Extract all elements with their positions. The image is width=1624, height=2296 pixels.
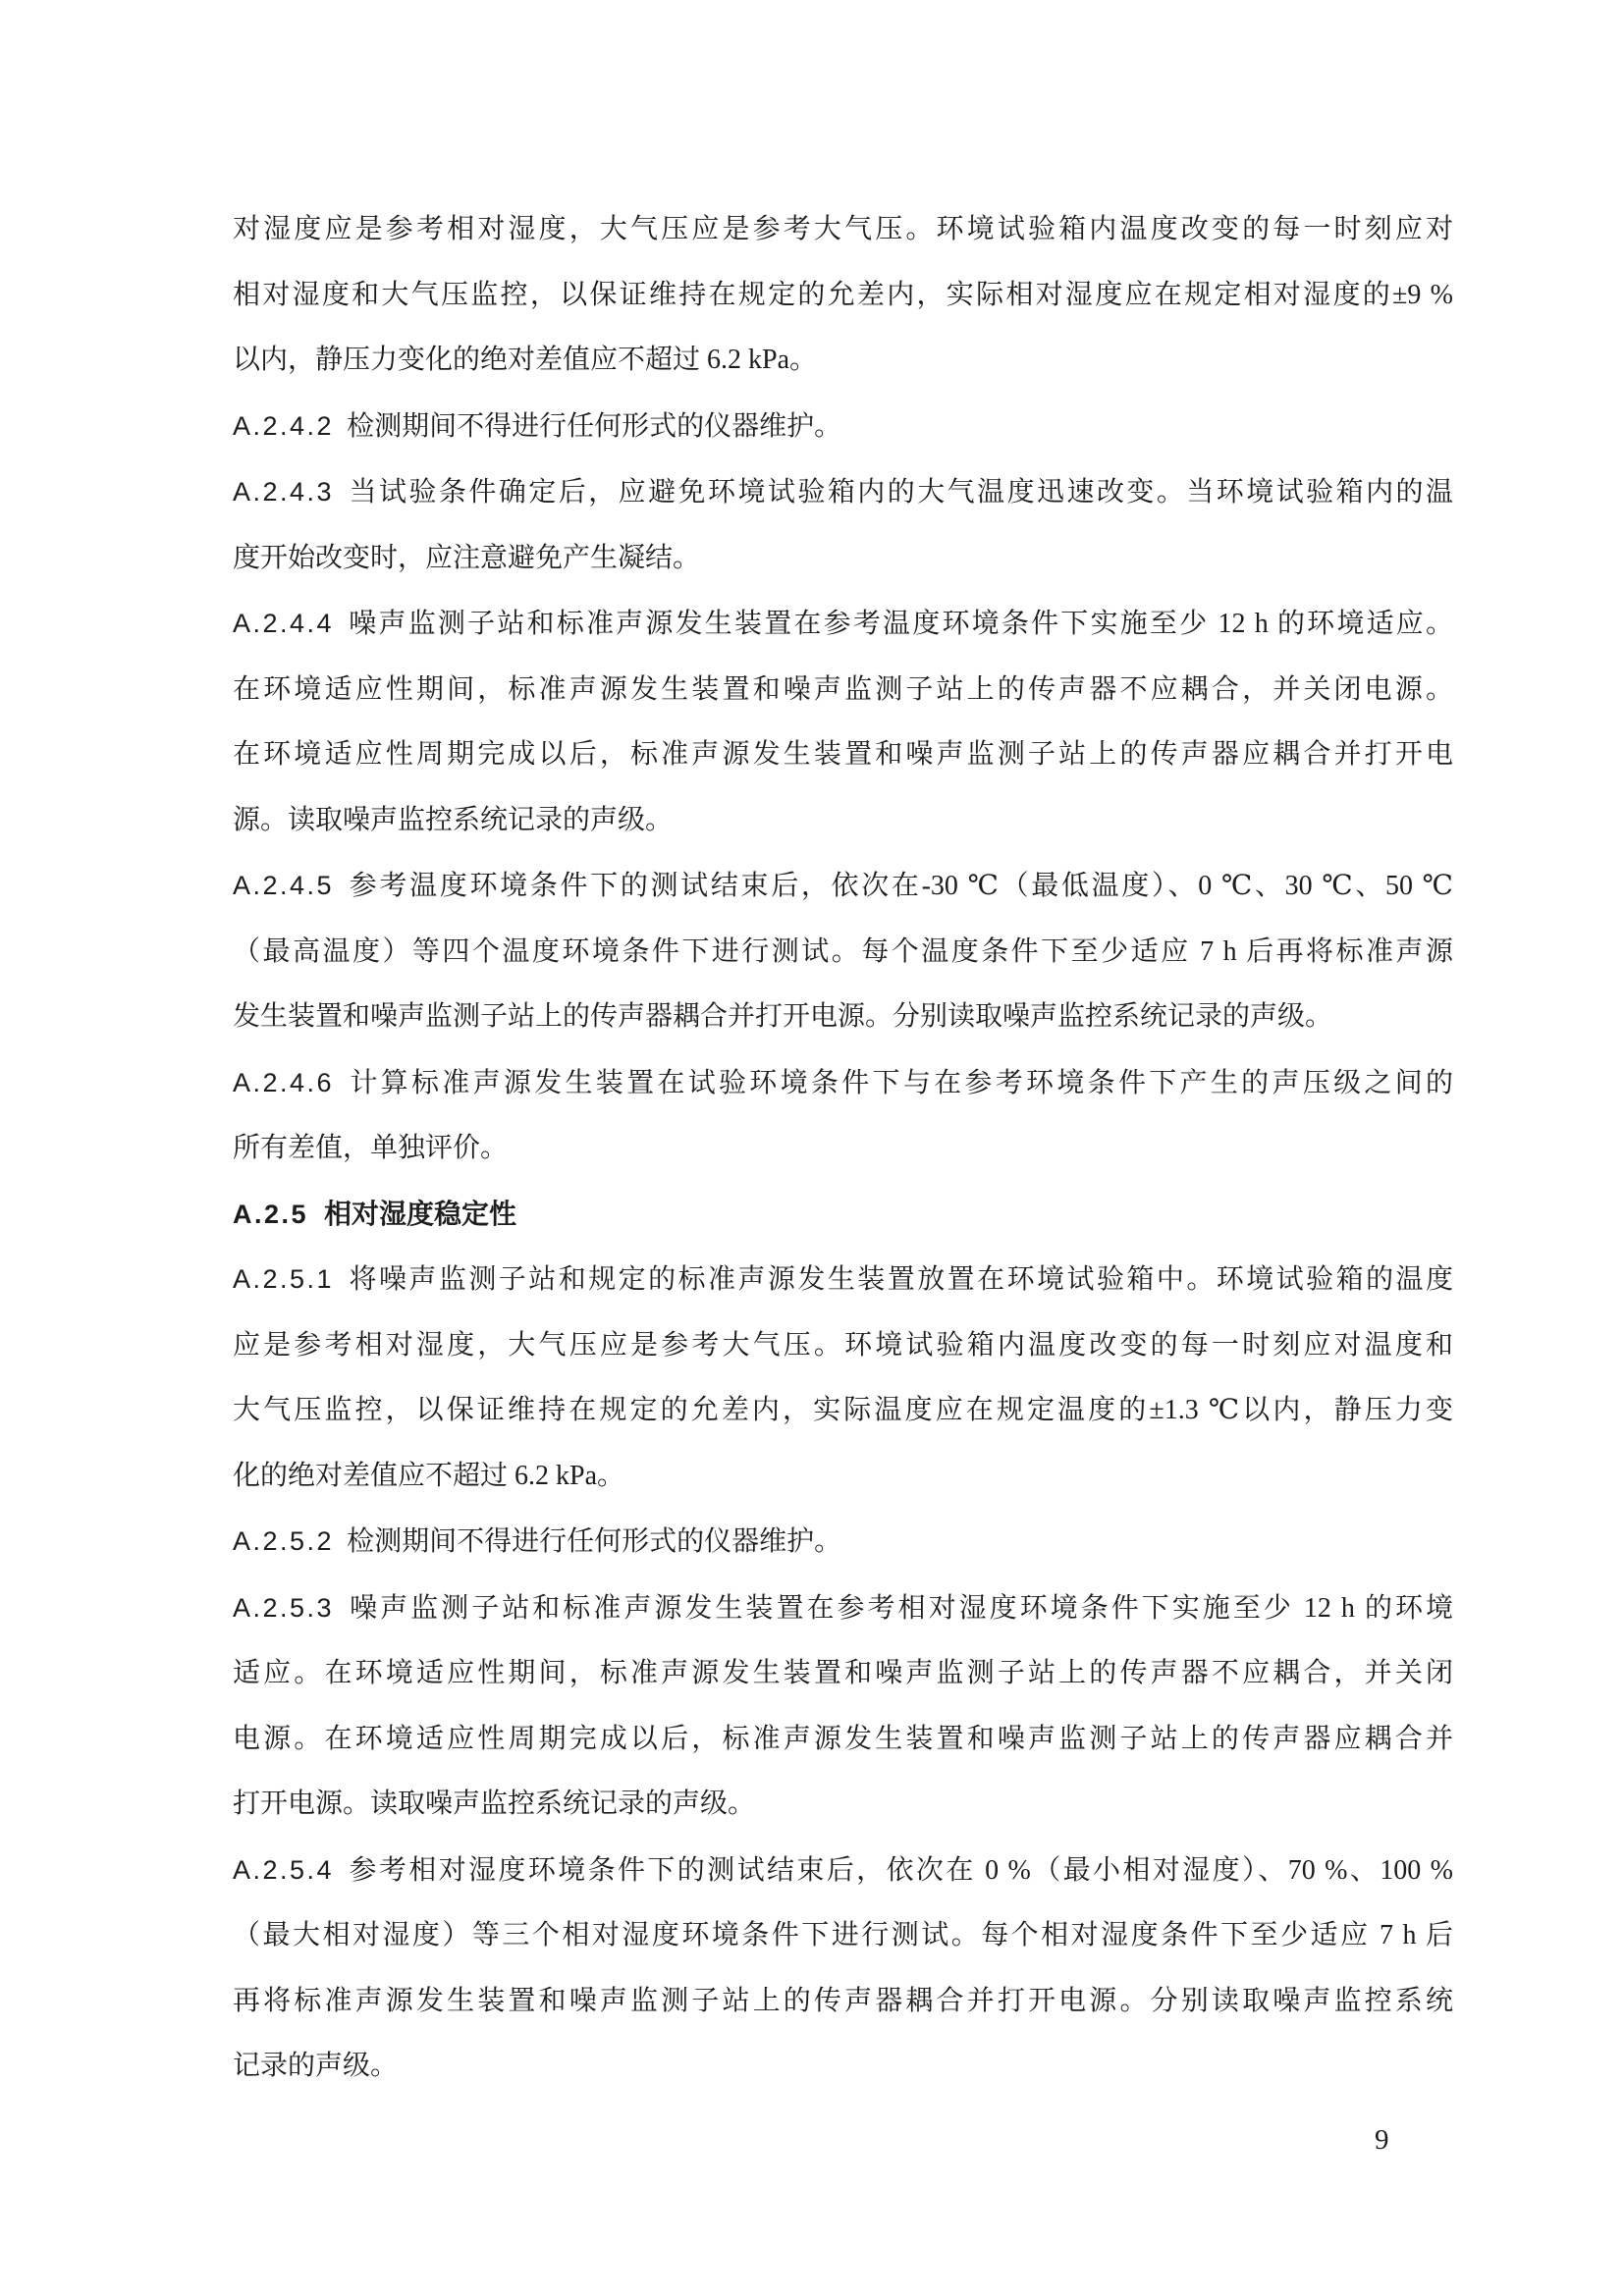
- text-line: [233, 1247, 1453, 1313]
- line-text: 记录的声级。: [233, 2051, 399, 2081]
- line-text: 将噪声监测子站和规定的标准声源发生装置放置在环境试验箱中。环境试验箱的温度: [347, 1264, 1453, 1295]
- text-line: [233, 722, 1453, 788]
- text-line: [233, 1575, 1453, 1642]
- text-line: [233, 788, 1453, 854]
- line-text: 检测期间不得进行任何形式的仪器维护。: [347, 1526, 842, 1557]
- line-text: 对湿度应是参考相对湿度，大气压应是参考大气压。环境试验箱内温度改变的每一时刻应对: [233, 214, 1453, 244]
- text-line: [233, 263, 1453, 329]
- text-line: [233, 1838, 1453, 1904]
- paragraph: [233, 394, 1453, 460]
- line-text: 应是参考相对湿度，大气压应是参考大气压。环境试验箱内温度改变的每一时刻应对温度和: [233, 1329, 1453, 1361]
- line-text: 度开始改变时，应注意避免产生凝结。: [233, 542, 701, 573]
- line-text: 大气压监控，以保证维持在规定的允差内，实际温度应在规定温度的±1.3 ℃以内，静压力变: [233, 1395, 1453, 1425]
- paragraph: [233, 1050, 1453, 1182]
- section-heading: [233, 1182, 1453, 1248]
- clause-number: A.2.4.2: [233, 410, 335, 441]
- clause-number: A.2.4.5: [233, 871, 335, 900]
- line-text: 相对湿度和大气压监控，以保证维持在规定的允差内，实际相对湿度应在规定相对湿度的±9 %: [233, 279, 1453, 310]
- text-line: [233, 658, 1453, 723]
- line-text: （最高温度）等四个温度环境条件下进行测试。每个温度条件下至少适应 7 h 后再将标准声源: [233, 935, 1453, 967]
- document-content: [233, 197, 1453, 2100]
- clause-number: A.2.5.2: [233, 1526, 335, 1556]
- text-line: [233, 1378, 1453, 1444]
- text-line: [233, 1444, 1453, 1510]
- text-line: [233, 920, 1453, 986]
- line-text: 化的绝对差值应不超过 6.2 kPa。: [233, 1460, 625, 1491]
- line-text: 打开电源。读取噪声监控系统记录的声级。: [233, 1789, 756, 1819]
- line-text: 计算标准声源发生装置在试验环境条件下与在参考环境条件下产生的声压级之间的: [347, 1067, 1453, 1098]
- text-line: [233, 1509, 1453, 1575]
- line-text: 源。读取噪声监控系统记录的声级。: [233, 804, 674, 835]
- text-line: [233, 328, 1453, 394]
- line-text: 适应。在环境适应性期间，标准声源发生装置和噪声监测子站上的传声器不应耦合，并关闭: [233, 1658, 1453, 1688]
- page-number: 9: [1375, 2124, 1389, 2156]
- clause-number: A.2.5.4: [233, 1854, 335, 1885]
- line-text: 再将标准声源发生装置和噪声监测子站上的传声器耦合并打开电源。分别读取噪声监控系统: [233, 1985, 1453, 2016]
- text-line: [233, 1707, 1453, 1773]
- clause-number: A.2.4.4: [233, 609, 335, 638]
- text-line: [233, 985, 1453, 1050]
- text-line: [233, 1116, 1453, 1182]
- text-line: [233, 1641, 1453, 1707]
- text-line: [233, 1903, 1453, 1969]
- paragraph: [233, 1509, 1453, 1575]
- line-text: 在环境适应性周期完成以后，标准声源发生装置和噪声监测子站上的传声器应耦合并打开电: [233, 739, 1453, 770]
- clause-number: A.2.5.1: [233, 1264, 335, 1294]
- paragraph: [233, 197, 1453, 394]
- text-line: [233, 1969, 1453, 2035]
- clause-number: A.2.4.3: [233, 477, 335, 507]
- text-line: [233, 394, 1453, 460]
- paragraph: [233, 1247, 1453, 1509]
- line-text: 噪声监测子站和标准声源发生装置在参考温度环境条件下实施至少 12 h 的环境适应。: [347, 609, 1453, 639]
- clause-number: A.2.5.3: [233, 1592, 335, 1623]
- line-text: 相对湿度稳定性: [324, 1198, 517, 1229]
- clause-number: A.2.4.6: [233, 1067, 335, 1097]
- text-line: [233, 459, 1453, 526]
- paragraph: [233, 459, 1453, 591]
- line-text: 在环境适应性期间，标准声源发生装置和噪声监测子站上的传声器不应耦合，并关闭电源。: [233, 673, 1453, 705]
- paragraph: [233, 591, 1453, 853]
- line-text: 所有差值，单独评价。: [233, 1133, 509, 1163]
- text-line: [233, 853, 1453, 920]
- line-text: 发生装置和噪声监测子站上的传声器耦合并打开电源。分别读取噪声监控系统记录的声级。: [233, 1001, 1333, 1032]
- line-text: 检测期间不得进行任何形式的仪器维护。: [347, 410, 842, 442]
- paragraph: [233, 853, 1453, 1050]
- clause-number: A.2.5: [233, 1199, 309, 1229]
- line-text: 参考温度环境条件下的测试结束后，依次在-30 ℃（最低温度）、0 ℃、30 ℃、50 ℃: [347, 871, 1453, 901]
- line-text: （最大相对湿度）等三个相对湿度环境条件下进行测试。每个相对湿度条件下至少适应 7 h 后: [233, 1920, 1453, 1950]
- text-line: [233, 197, 1453, 263]
- line-text: 当试验条件确定后，应避免环境试验箱内的大气温度迅速改变。当环境试验箱内的温: [347, 477, 1453, 507]
- line-text: 电源。在环境适应性周期完成以后，标准声源发生装置和噪声监测子站上的传声器应耦合并: [233, 1723, 1453, 1754]
- line-text: 噪声监测子站和标准声源发生装置在参考相对湿度环境条件下实施至少 12 h 的环境: [347, 1592, 1453, 1624]
- text-line: [233, 1182, 1453, 1248]
- text-line: [233, 1050, 1453, 1117]
- line-text: 以内，静压力变化的绝对差值应不超过 6.2 kPa。: [233, 345, 818, 375]
- text-line: [233, 2034, 1453, 2100]
- paragraph: [233, 1838, 1453, 2100]
- paragraph: [233, 1575, 1453, 1838]
- text-line: [233, 591, 1453, 658]
- text-line: [233, 1772, 1453, 1838]
- line-text: 参考相对湿度环境条件下的测试结束后，依次在 0 %（最小相对湿度）、70 %、100 %: [347, 1854, 1453, 1886]
- text-line: [233, 1313, 1453, 1379]
- text-line: [233, 526, 1453, 592]
